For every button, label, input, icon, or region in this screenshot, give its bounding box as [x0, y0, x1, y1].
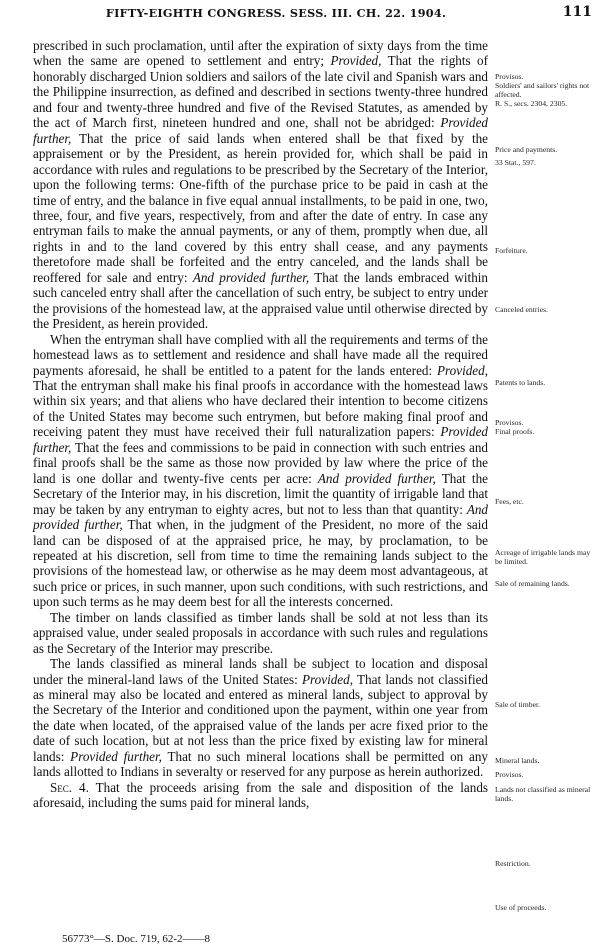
margin-note: Sale of remaining lands. [495, 579, 570, 588]
margin-note: Acreage of irrigable lands may be limited. [495, 548, 591, 566]
statute-text [33, 38, 488, 811]
paragraph [33, 332, 488, 610]
text-run: That the rights of honorably discharged Union soldiers and sailors of the late civil and Spanish wars and the Philippine insurrection, as defined and described in sections twenty-three hundred and four and twenty-three hundred and five of the Revised Statutes, as amended by the act of March first, nineteen hundred and one, shall not be abridged: [33, 53, 488, 131]
text-run: That the Secretary of the Interior may, in his discretion, limit the quantity of irrigable land that may be taken by any entryman to eighty acres, but not to less than that quantity: [33, 470, 488, 517]
margin-note: Restriction. [495, 859, 531, 868]
text-run: When the entryman shall have complied with all the requirements and terms of the homestead laws as to settlement and residence and shall have made all the required payments aforesaid, he shall be entitled to a patent for the lands entered: [33, 331, 488, 378]
margin-note: Fees, etc. [495, 497, 524, 506]
proviso-phrase: And provided further, [33, 501, 488, 533]
margin-note: Forfeiture. [495, 246, 528, 255]
margin-note: R. S., secs. 2304, 2305. [495, 99, 568, 108]
paragraph [33, 38, 488, 332]
text-run: Sec. 4. [50, 779, 89, 795]
margin-note: Use of proceeds. [495, 903, 547, 912]
margin-note: Soldiers' and sailors' rights not affected. [495, 81, 590, 99]
proviso-phrase: Provided further, [70, 748, 162, 764]
text-run: That the price of said lands when entered shall be that fixed by the appraisement or by the President, as herein provided for, which shall be paid in accordance with rules and regulations to be prescribed by the Secretary of the Interior, upon the following terms: One-fifth of the purchase price to be paid in cash at the time of entry, and the balance in five equal annual installments, to be paid in one, two, three, four, and five years, respectively, from and after the date of entry. In case any entryman fails to make the annual payments, or any of them, promptly when due, all rights in and to the land covered by this entry shall cease, and any payments theretofore made shall be forfeited and the entry canceled, and the lands shall be reoffered for sale and entry: [33, 130, 488, 285]
text-run: That when, in the judgment of the President, no more of the said land can be disposed of at the appraised price, he may, by proclamation, to be repeated at his discretion, sell from time to time the remaining lands subject to the provisions of the homestead law, or otherwise as he may deem most advantageous, at such price or prices, in such manner, upon such conditions, with such restrictions, and upon such terms as he may deem best for all the interests concerned. [33, 517, 488, 610]
margin-note: Canceled entries. [495, 305, 548, 314]
proviso-phrase: Provided, [302, 671, 353, 687]
proviso-phrase: Provided further, [33, 115, 488, 146]
proviso-phrase: And provided further, [317, 470, 436, 486]
proviso-phrase: Provided, [437, 362, 488, 378]
page-number: 111 [562, 4, 592, 20]
proviso-phrase: Provided further, [33, 424, 488, 455]
proviso-phrase: And provided further, [192, 269, 310, 285]
proviso-phrase: Provided, [330, 53, 382, 69]
text-run: The lands classified as mineral lands shall be subject to location and disposal under the mineral-land laws of the United States: [33, 656, 488, 687]
margin-note: Mineral lands. [495, 756, 540, 765]
text-run: That the lands embraced within such canceled entry shall after the cancellation of such entry, be subject to entry under the provisions of the homestead law, at the appraised value until otherwise directed by the President, as herein provided. [33, 269, 488, 332]
margin-note: Final proofs. [495, 427, 535, 436]
text-run: That the entryman shall make his final proofs in accordance with the homestead laws within six years; and that aliens who have declared their intention to become citizens of the United States may become such entrymen, but before making final proof and receiving patent they must have received their full naturalization papers: [33, 377, 488, 440]
running-head: FIFTY-EIGHTH CONGRESS. SESS. III. CH. 22. 1904. [105, 6, 447, 20]
page-footer: 56773°—S. Doc. 719, 62-2——8 [62, 933, 211, 945]
margin-note: 33 Stat., 597. [495, 158, 536, 167]
paragraph [33, 656, 488, 780]
paragraph [33, 780, 488, 811]
text-run: That the fees and commissions to be paid in connection with such entries and final proofs shall be the same as those now provided by law where the price of the land is one dollar and twenty-five cents per acre: [33, 439, 488, 486]
text-run: The timber on lands classified as timber lands shall be sold at not less than its appraised value, under sealed proposals in accordance with such rules and regulations as the Secretary of the Interior may prescribe. [33, 609, 488, 656]
margin-note: Lands not classified as mineral lands. [495, 785, 591, 803]
margin-note: Sale of timber. [495, 700, 541, 709]
text-run: That lands not classified as mineral may also be located and entered as mineral lands, subject to approval by the Secretary of the Interior and conditioned upon the payment, within one year from the date when located, of the appraised value of the lands per acre fixed prior to the date of such location, but at not less than the price fixed by existing law for mineral lands: [33, 671, 489, 764]
text-run: That no such mineral locations shall be permitted on any lands allotted to Indians in severalty or reserved for any purpose as herein authorized. [33, 748, 488, 780]
margin-note: Provisos. [495, 770, 524, 779]
margin-note: Provisos. [495, 72, 524, 81]
margin-note: Provisos. [495, 418, 524, 427]
text-run: prescribed in such proclamation, until after the expiration of sixty days from the time when the same are opened to settlement and entry; [33, 38, 488, 69]
text-run: That the proceeds arising from the sale and disposition of the lands aforesaid, including the sums paid for mineral lands, [33, 779, 488, 811]
page-header [36, 6, 596, 26]
paragraph [33, 610, 488, 656]
margin-note: Patents to lands. [495, 378, 546, 387]
margin-note: Price and payments. [495, 145, 558, 154]
